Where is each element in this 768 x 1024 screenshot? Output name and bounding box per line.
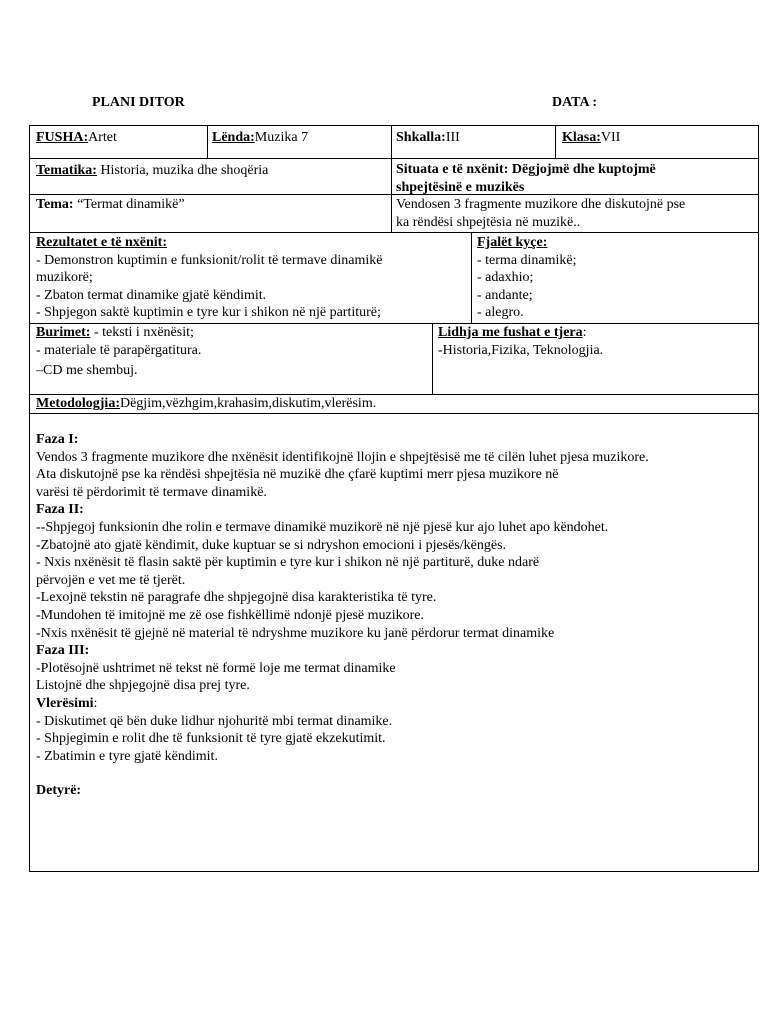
lesson-body bbox=[36, 431, 754, 800]
lenda-label: Lënda: bbox=[212, 130, 255, 145]
divider bbox=[555, 126, 556, 158]
situata-title-line: shpejtësinë e muzikës bbox=[396, 179, 525, 195]
tematika-label: Tematika: bbox=[36, 163, 97, 178]
shkalla-value: III bbox=[445, 130, 460, 145]
divider bbox=[391, 126, 392, 232]
faza1-line: Ata diskutojnë pse ka rëndësi shpejtësia në muzikë dhe çfarë kuptimi merr pjesa muzikore në bbox=[36, 467, 559, 483]
fjalet-cell bbox=[477, 234, 577, 322]
vleresimi-colon: : bbox=[93, 695, 98, 711]
klasa-label: Klasa: bbox=[562, 130, 601, 145]
burimet-item: –CD me shembuj. bbox=[36, 363, 138, 379]
tema-label: Tema: bbox=[36, 197, 74, 212]
faza1-line: varësi të përdorimit të termave dinamikë. bbox=[36, 484, 267, 500]
fjalet-item: - andante; bbox=[477, 287, 533, 303]
rezultatet-item: - Zbaton termat dinamike gjatë këndimit. bbox=[36, 287, 267, 303]
burimet-item: - teksti i nxënësit; bbox=[90, 325, 194, 340]
fjalet-item: - terma dinamikë; bbox=[477, 252, 577, 268]
divider bbox=[30, 232, 758, 233]
lenda-value: Muzika 7 bbox=[254, 130, 309, 145]
lidhja-label: Lidhja me fushat e tjera bbox=[438, 325, 583, 340]
fusha-label: FUSHA: bbox=[36, 130, 89, 145]
divider bbox=[432, 323, 433, 394]
situata-desc-line: ka rëndësi shpejtësia në muzikë.. bbox=[396, 214, 581, 230]
tema-cell bbox=[36, 196, 185, 214]
rezultatet-label: Rezultatet e të nxënit: bbox=[36, 235, 168, 250]
lidhja-colon: : bbox=[582, 325, 587, 340]
page-title: PLANI DITOR bbox=[92, 95, 185, 110]
detyre-heading: Detyrë: bbox=[36, 783, 82, 799]
faza3-heading: Faza III: bbox=[36, 643, 90, 659]
faza3-line: -Plotësojnë ushtrimet në tekst në formë loje me termat dinamike bbox=[36, 660, 396, 676]
rezultatet-item: - Demonstron kuptimin e funksionit/rolit të termave dinamikë bbox=[36, 252, 383, 268]
fjalet-item: - adaxhio; bbox=[477, 270, 534, 286]
vleresimi-line: - Shpjegimin e rolit dhe të funksionit të tyre gjatë ekzekutimit. bbox=[36, 731, 386, 747]
divider bbox=[30, 194, 394, 195]
shkalla-label: Shkalla: bbox=[396, 130, 446, 145]
metodologjia-label: Metodologjia: bbox=[36, 396, 120, 411]
divider bbox=[207, 126, 208, 158]
vleresimi-line: - Diskutimet që bën duke lidhur njohuritë mbi termat dinamike. bbox=[36, 713, 393, 729]
faza2-line: --Shpjegoj funksionin dhe rolin e termave dinamikë muzikorë në një pjesë kur ajo luhet apo këndohet. bbox=[36, 519, 609, 535]
faza2-line: -Zbatojnë ato gjatë këndimit, duke kuptuar se si ndryshon emocioni i pjesës/këngës. bbox=[36, 537, 507, 553]
metodologjia-value: Dëgjim,vëzhgim,krahasim,diskutim,vlerësim. bbox=[119, 396, 377, 411]
divider bbox=[471, 232, 472, 323]
fusha-cell bbox=[36, 129, 117, 147]
faza2-line: -Mundohen të imitojnë me zë ose fishkëllimë ndonjë pjesë muzikore. bbox=[36, 607, 425, 623]
tematika-cell bbox=[36, 162, 268, 180]
burimet-label: Burimet: bbox=[36, 325, 91, 340]
faza1-heading: Faza I: bbox=[36, 432, 79, 447]
rezultatet-item: - Shpjegon saktë kuptimin e tyre kur i shikon në një partiturë; bbox=[36, 305, 381, 321]
fjalet-item: - alegro. bbox=[477, 305, 524, 321]
faza1-line: Vendos 3 fragmente muzikore dhe nxënësit identifikojnë llojin e shpejtësisë me të cilën luhet pjesa muzikore. bbox=[36, 449, 649, 465]
rezultatet-item: muzikorë; bbox=[36, 270, 93, 286]
fjalet-label: Fjalët kyçe: bbox=[477, 235, 548, 250]
faza2-heading: Faza II: bbox=[36, 502, 84, 518]
fusha-value: Artet bbox=[88, 130, 117, 145]
faza2-line: përvojën e vet me të tjerët. bbox=[36, 572, 186, 588]
rezultatet-cell bbox=[36, 234, 382, 322]
divider bbox=[30, 413, 758, 414]
klasa-cell bbox=[562, 129, 620, 147]
lidhja-cell bbox=[438, 324, 603, 359]
divider bbox=[30, 158, 758, 159]
lidhja-value: -Historia,Fizika, Teknologjia. bbox=[438, 342, 604, 358]
faza3-line: Listojnë dhe shpjegojnë disa prej tyre. bbox=[36, 678, 250, 694]
lenda-cell bbox=[212, 129, 308, 147]
burimet-cell bbox=[36, 324, 201, 380]
vleresimi-heading: Vlerësimi bbox=[36, 695, 94, 711]
faza2-line: -Nxis nxënësit të gjejnë në material të ndryshme muzikore ku janë përdorur termat dinamike bbox=[36, 625, 555, 641]
situata-cell bbox=[396, 161, 685, 231]
vleresimi-line: - Zbatimin e tyre gjatë këndimit. bbox=[36, 748, 218, 764]
shkalla-cell bbox=[396, 129, 460, 147]
situata-desc-line: Vendosen 3 fragmente muzikore dhe diskutojnë pse bbox=[396, 197, 686, 213]
tematika-value: Historia, muzika dhe shoqëria bbox=[100, 163, 269, 178]
metodologjia-cell bbox=[36, 395, 376, 413]
faza2-line: -Lexojnë tekstin në paragrafe dhe shpjegojnë disa karakteristika të tyre. bbox=[36, 590, 437, 606]
situata-title-line: Situata e të nxënit: Dëgjojmë dhe kuptojmë bbox=[396, 162, 656, 177]
faza2-line: - Nxis nxënësit të flasin saktë për kuptimin e tyre kur i shikon në një partiturë, duke ndarë bbox=[36, 555, 540, 571]
lesson-plan-table bbox=[29, 125, 759, 872]
tema-value: “Termat dinamikë” bbox=[77, 197, 185, 212]
klasa-value: VII bbox=[600, 130, 621, 145]
burimet-item: - materiale të parapërgatitura. bbox=[36, 342, 202, 358]
date-label: DATA : bbox=[552, 95, 597, 110]
